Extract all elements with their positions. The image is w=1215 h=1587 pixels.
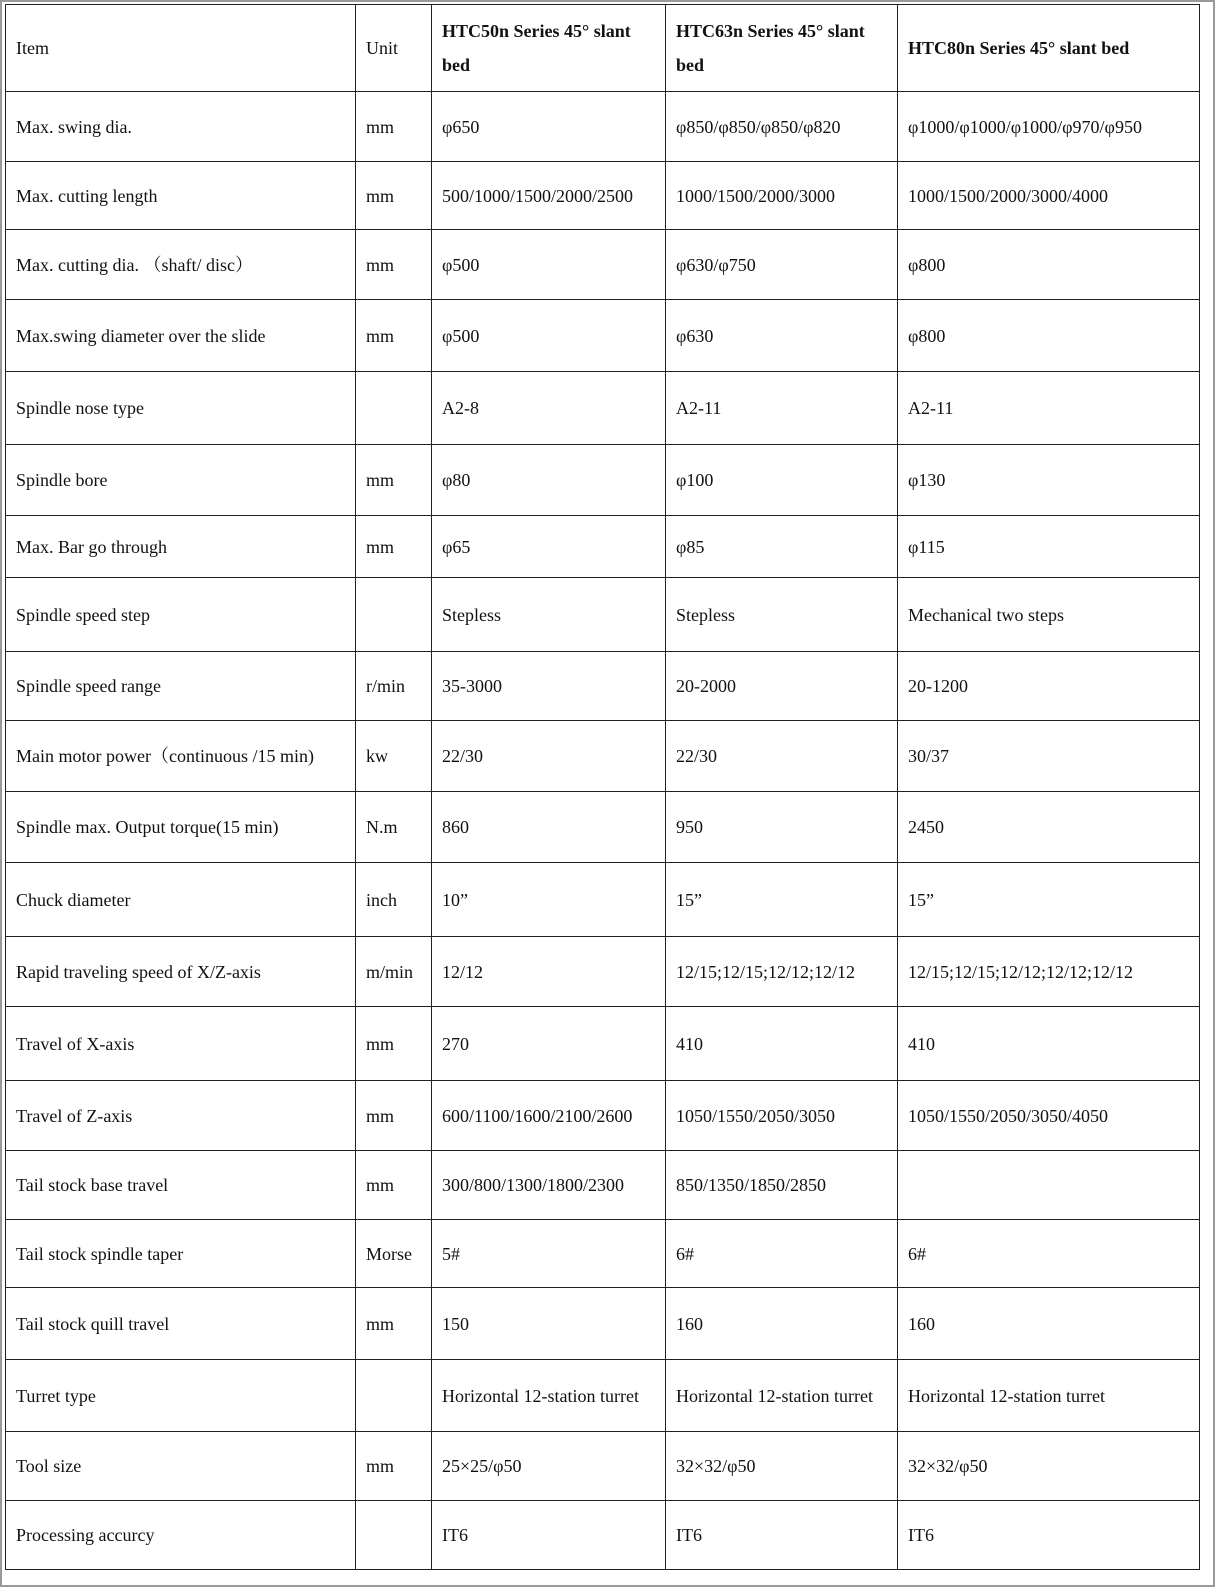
row-item: Spindle speed step bbox=[6, 578, 356, 652]
table-row bbox=[6, 1220, 1200, 1288]
row-value-htc63n: φ85 bbox=[666, 516, 898, 578]
table-row bbox=[6, 792, 1200, 863]
table-row bbox=[6, 516, 1200, 578]
row-value-htc63n: IT6 bbox=[666, 1501, 898, 1570]
table-row bbox=[6, 1501, 1200, 1570]
table-row bbox=[6, 1288, 1200, 1360]
row-value-htc80n: 20-1200 bbox=[898, 652, 1200, 721]
row-unit: mm bbox=[356, 1151, 432, 1220]
row-value-htc50n: φ80 bbox=[432, 445, 666, 516]
table-row bbox=[6, 1007, 1200, 1081]
row-unit: N.m bbox=[356, 792, 432, 863]
row-item: Chuck diameter bbox=[6, 863, 356, 937]
table-row bbox=[6, 445, 1200, 516]
row-value-htc80n: 30/37 bbox=[898, 721, 1200, 792]
row-unit bbox=[356, 578, 432, 652]
row-value-htc63n: A2-11 bbox=[666, 372, 898, 445]
row-value-htc50n: Horizontal 12-station turret bbox=[432, 1360, 666, 1432]
row-unit: Morse bbox=[356, 1220, 432, 1288]
row-value-htc63n: 6# bbox=[666, 1220, 898, 1288]
row-value-htc63n: 15” bbox=[666, 863, 898, 937]
row-item: Tail stock quill travel bbox=[6, 1288, 356, 1360]
row-unit bbox=[356, 1501, 432, 1570]
row-value-htc80n: 6# bbox=[898, 1220, 1200, 1288]
row-value-htc80n: 32×32/φ50 bbox=[898, 1432, 1200, 1501]
row-value-htc63n: 850/1350/1850/2850 bbox=[666, 1151, 898, 1220]
table-row bbox=[6, 937, 1200, 1007]
row-value-htc80n: φ800 bbox=[898, 230, 1200, 300]
row-value-htc80n: φ115 bbox=[898, 516, 1200, 578]
table-row bbox=[6, 1081, 1200, 1151]
row-value-htc63n: φ100 bbox=[666, 445, 898, 516]
row-value-htc50n: Stepless bbox=[432, 578, 666, 652]
row-value-htc80n: 2450 bbox=[898, 792, 1200, 863]
row-value-htc50n: 35-3000 bbox=[432, 652, 666, 721]
row-unit: mm bbox=[356, 1288, 432, 1360]
row-unit: mm bbox=[356, 300, 432, 372]
row-item: Max. cutting length bbox=[6, 162, 356, 230]
table-row bbox=[6, 300, 1200, 372]
table-row bbox=[6, 652, 1200, 721]
row-item: Rapid traveling speed of X/Z-axis bbox=[6, 937, 356, 1007]
row-item: Max. cutting dia. （shaft/ disc） bbox=[6, 230, 356, 300]
row-value-htc80n bbox=[898, 1151, 1200, 1220]
row-value-htc80n: Mechanical two steps bbox=[898, 578, 1200, 652]
row-unit: mm bbox=[356, 162, 432, 230]
row-unit: m/min bbox=[356, 937, 432, 1007]
row-value-htc50n: 5# bbox=[432, 1220, 666, 1288]
specification-table bbox=[5, 4, 1200, 1570]
table-row bbox=[6, 1432, 1200, 1501]
row-unit: mm bbox=[356, 1007, 432, 1081]
row-value-htc80n: φ800 bbox=[898, 300, 1200, 372]
row-value-htc80n: 410 bbox=[898, 1007, 1200, 1081]
row-unit: r/min bbox=[356, 652, 432, 721]
row-unit bbox=[356, 1360, 432, 1432]
row-value-htc80n: Horizontal 12-station turret bbox=[898, 1360, 1200, 1432]
row-value-htc63n: φ630/φ750 bbox=[666, 230, 898, 300]
row-unit: mm bbox=[356, 230, 432, 300]
row-item: Turret type bbox=[6, 1360, 356, 1432]
row-value-htc63n: 20-2000 bbox=[666, 652, 898, 721]
row-value-htc50n: 860 bbox=[432, 792, 666, 863]
row-value-htc63n: 160 bbox=[666, 1288, 898, 1360]
row-value-htc63n: Horizontal 12-station turret bbox=[666, 1360, 898, 1432]
header-model-htc50n: HTC50n Series 45° slant bed bbox=[432, 5, 666, 92]
row-value-htc63n: 1050/1550/2050/3050 bbox=[666, 1081, 898, 1151]
row-unit: kw bbox=[356, 721, 432, 792]
row-value-htc50n: IT6 bbox=[432, 1501, 666, 1570]
table-row bbox=[6, 230, 1200, 300]
row-item: Spindle speed range bbox=[6, 652, 356, 721]
row-value-htc80n: φ130 bbox=[898, 445, 1200, 516]
row-unit: mm bbox=[356, 445, 432, 516]
row-value-htc80n: 160 bbox=[898, 1288, 1200, 1360]
row-value-htc80n: φ1000/φ1000/φ1000/φ970/φ950 bbox=[898, 92, 1200, 162]
row-item: Spindle nose type bbox=[6, 372, 356, 445]
row-item: Spindle bore bbox=[6, 445, 356, 516]
row-unit: mm bbox=[356, 1081, 432, 1151]
row-value-htc50n: 600/1100/1600/2100/2600 bbox=[432, 1081, 666, 1151]
header-unit: Unit bbox=[356, 5, 432, 92]
row-value-htc80n: 12/15;12/15;12/12;12/12;12/12 bbox=[898, 937, 1200, 1007]
row-item: Spindle max. Output torque(15 min) bbox=[6, 792, 356, 863]
table-row bbox=[6, 578, 1200, 652]
row-item: Tail stock spindle taper bbox=[6, 1220, 356, 1288]
row-value-htc63n: 32×32/φ50 bbox=[666, 1432, 898, 1501]
table-row bbox=[6, 721, 1200, 792]
header-row bbox=[6, 5, 1200, 92]
row-value-htc80n: 1050/1550/2050/3050/4050 bbox=[898, 1081, 1200, 1151]
row-value-htc80n: 1000/1500/2000/3000/4000 bbox=[898, 162, 1200, 230]
row-unit: mm bbox=[356, 516, 432, 578]
row-value-htc50n: 10” bbox=[432, 863, 666, 937]
row-value-htc50n: A2-8 bbox=[432, 372, 666, 445]
row-value-htc63n: Stepless bbox=[666, 578, 898, 652]
table-row bbox=[6, 1360, 1200, 1432]
table-row bbox=[6, 92, 1200, 162]
row-value-htc50n: φ650 bbox=[432, 92, 666, 162]
row-unit: mm bbox=[356, 92, 432, 162]
row-item: Tool size bbox=[6, 1432, 356, 1501]
row-item: Processing accurcy bbox=[6, 1501, 356, 1570]
row-value-htc63n: 950 bbox=[666, 792, 898, 863]
row-value-htc63n: 1000/1500/2000/3000 bbox=[666, 162, 898, 230]
row-value-htc50n: 150 bbox=[432, 1288, 666, 1360]
row-value-htc50n: 500/1000/1500/2000/2500 bbox=[432, 162, 666, 230]
row-value-htc50n: 270 bbox=[432, 1007, 666, 1081]
table-row bbox=[6, 372, 1200, 445]
row-item: Max.swing diameter over the slide bbox=[6, 300, 356, 372]
row-value-htc50n: φ65 bbox=[432, 516, 666, 578]
row-value-htc50n: 300/800/1300/1800/2300 bbox=[432, 1151, 666, 1220]
row-unit: inch bbox=[356, 863, 432, 937]
table-row bbox=[6, 863, 1200, 937]
row-item: Max. swing dia. bbox=[6, 92, 356, 162]
header-model-htc80n: HTC80n Series 45° slant bed bbox=[898, 5, 1200, 92]
row-item: Tail stock base travel bbox=[6, 1151, 356, 1220]
row-value-htc80n: 15” bbox=[898, 863, 1200, 937]
table-row bbox=[6, 162, 1200, 230]
row-item: Travel of X-axis bbox=[6, 1007, 356, 1081]
row-unit: mm bbox=[356, 1432, 432, 1501]
row-value-htc50n: 12/12 bbox=[432, 937, 666, 1007]
row-item: Max. Bar go through bbox=[6, 516, 356, 578]
row-value-htc63n: 410 bbox=[666, 1007, 898, 1081]
row-unit bbox=[356, 372, 432, 445]
row-value-htc80n: IT6 bbox=[898, 1501, 1200, 1570]
table-row bbox=[6, 1151, 1200, 1220]
row-value-htc63n: 22/30 bbox=[666, 721, 898, 792]
row-value-htc80n: A2-11 bbox=[898, 372, 1200, 445]
row-value-htc63n: φ850/φ850/φ850/φ820 bbox=[666, 92, 898, 162]
header-item: Item bbox=[6, 5, 356, 92]
row-item: Travel of Z-axis bbox=[6, 1081, 356, 1151]
row-value-htc50n: φ500 bbox=[432, 230, 666, 300]
row-value-htc63n: φ630 bbox=[666, 300, 898, 372]
row-value-htc63n: 12/15;12/15;12/12;12/12 bbox=[666, 937, 898, 1007]
row-value-htc50n: 22/30 bbox=[432, 721, 666, 792]
row-value-htc50n: φ500 bbox=[432, 300, 666, 372]
row-value-htc50n: 25×25/φ50 bbox=[432, 1432, 666, 1501]
row-item: Main motor power（continuous /15 min) bbox=[6, 721, 356, 792]
header-model-htc63n: HTC63n Series 45° slant bed bbox=[666, 5, 898, 92]
